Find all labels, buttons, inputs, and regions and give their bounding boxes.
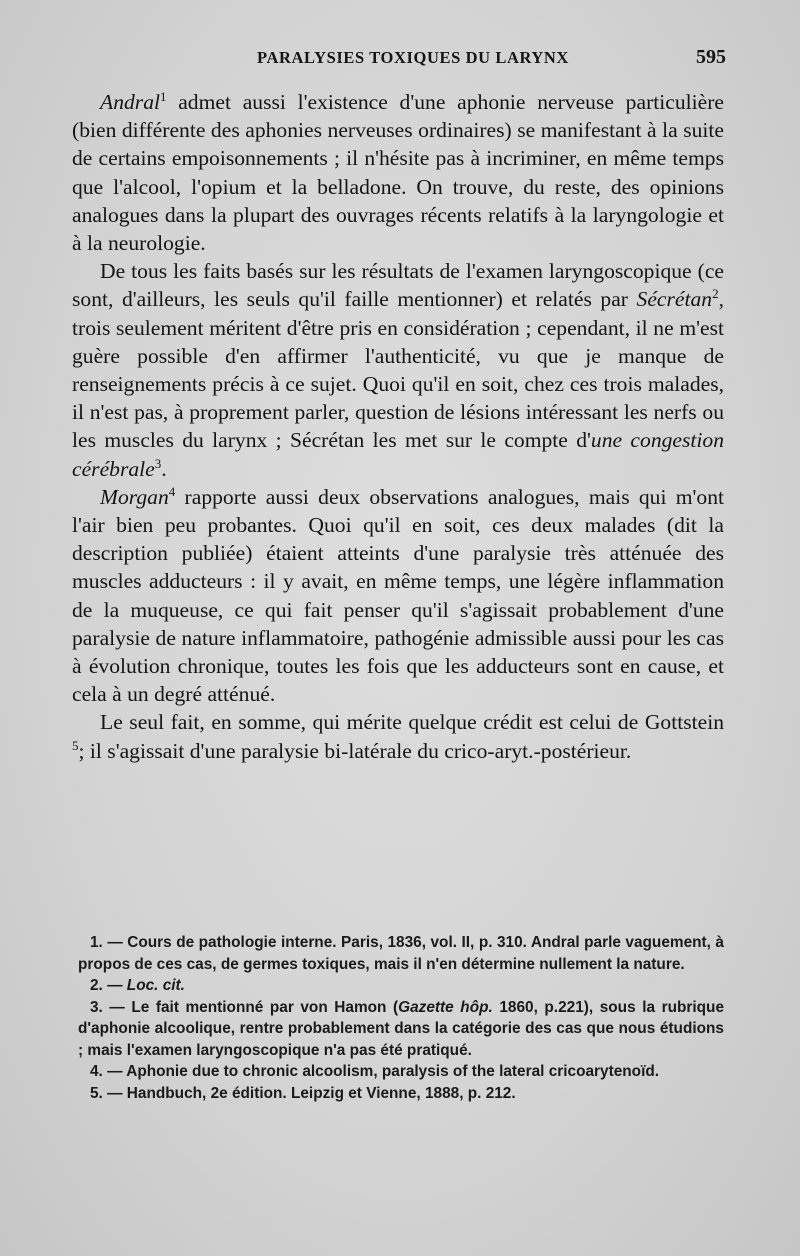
paragraph-text: . [161,456,167,481]
footnotes [78,932,724,1104]
footnote-number: 4. [90,1063,103,1080]
running-title: PARALYSIES TOXIQUES DU LARYNX [257,48,569,67]
paragraph-text: admet aussi l'existence d'une aphonie nerveuse particulière (bien différente des aphonies nerveuses ordinaires) se manifestant à la suite de certains empoisonnements ; il n'hésite pas à incriminer, en même temps que l'alcool, l'opium et la belladone. On trouve, du reste, des opinions analogues dans la plupart des ouvrages récents relatifs à la laryngologie et à la neurologie. [72,90,724,256]
footnote-text: — Cours de pathologie interne. Paris, 1836, vol. II, p. 310. Andral parle vaguement, à propos de ces cas, de germes toxiques, mais il n'en détermine nullement la nature. [78,934,724,973]
paragraph-gottstein [72,708,724,764]
running-header [100,48,726,74]
paragraph-text: De tous les faits basés sur les résultats de l'examen laryngoscopique (ce sont, d'ailleurs, les seuls qu'il faille mentionner) et relatés par [72,259,724,312]
footnote-ref-3: 3 [154,455,162,471]
footnote-ref-4: 4 [168,483,176,499]
footnote-text: — Handbuch, 2e édition. Leipzig et Vienne, 1888, p. 212. [102,1084,516,1102]
footnote-4 [78,1061,724,1083]
footnote-1 [78,932,724,975]
footnote-ref-1: 1 [159,89,167,104]
footnote-ref-2: 2 [712,286,719,302]
footnote-number: 3. [90,998,103,1016]
footnote-number: 1. [90,934,103,951]
main-text [72,88,724,765]
footnote-loc-cit: Loc. cit. [126,977,185,994]
paragraph-text: ; il s'agissait d'une paralysie bi-latérale du crico-aryt.-postérieur. [78,738,632,763]
footnote-dash: — [102,977,127,994]
footnote-number: 5. [90,1084,103,1102]
footnote-ref-5: 5 [72,737,79,753]
author-morgan: Morgan [100,484,169,509]
paragraph-text: , trois seulement méritent d'être pris en considération ; cependant, il ne m'est guère possible d'en affirmer l'authenticité, vu que je manque de renseignements précis à ce sujet. Quoi qu'il en soit, chez ces trois malades, il n'est pas, à proprement parler, question de lésions intéressant les nerfs ou les muscles du larynx ; Sécrétan les met sur le compte d' [72,287,724,453]
paragraph-text: Le seul fait, en somme, qui mérite quelque crédit est celui de Gottstein [100,710,724,735]
paragraph-morgan [72,483,724,709]
paragraph-andral [72,88,724,257]
footnote-text: — Aphonie due to chronic alcoolism, paralysis of the lateral cricoarytenoïd. [102,1063,660,1080]
paragraph-secretan [72,257,724,483]
author-andral: Andral [100,90,160,114]
footnote-5 [78,1083,724,1105]
footnote-text: — Le fait mentionné par von Hamon ( [102,998,399,1016]
footnote-text: 1860, p.221), sous la rubrique d'aphonie alcoolique, rentre probablement dans la catégorie des cas que nous étudions ; mais l'examen laryngoscopique n'a pas été pratiqué. [78,998,725,1059]
emphasis-congestion: une congestion cérébrale [72,428,724,481]
footnote-3 [78,997,724,1062]
footnote-number: 2. [90,977,103,994]
paragraph-text: rapporte aussi deux observations analogues, mais qui m'ont l'air bien peu probantes. Quoi qu'il en soit, ces deux malades (dit la description publiée) étaient atteints d'une paralysie très atténuée des muscles adducteurs : il y avait, en même temps, une légère inflammation de la muqueuse, ce qui fait penser qu'il s'agissait probablement d'une paralysie de nature inflammatoire, pathogénie admissible aussi pour les cas à évolution chronique, toutes les fois que les adducteurs sont en cause, et cela à un degré atténué. [72,484,724,707]
footnote-journal: Gazette hôp. [398,998,493,1016]
author-secretan: Sécrétan [636,287,713,312]
footnote-2 [78,975,724,997]
page-number: 595 [696,46,726,68]
